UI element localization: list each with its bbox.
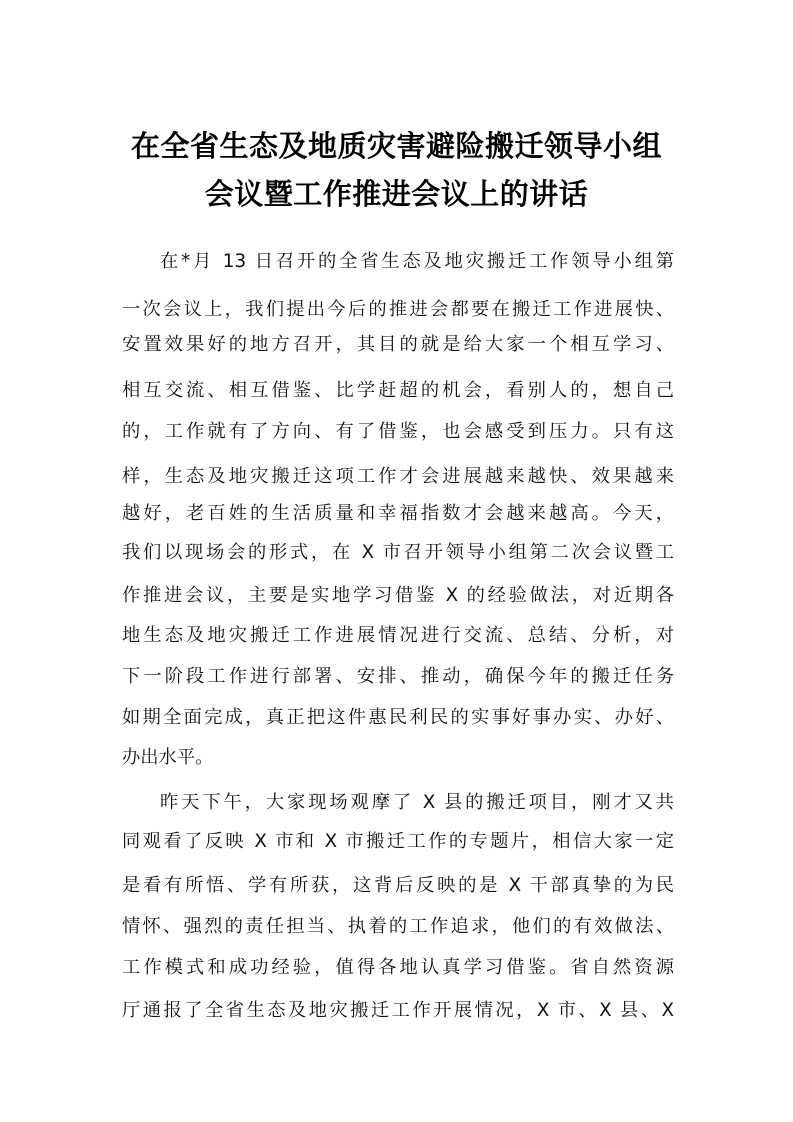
paragraph-1-line-4: 相互交流、相互借鉴、比学赶超的机会，看别人的，想自己 xyxy=(122,380,674,401)
paragraph-1-line-1: 在*月 13 日召开的全省生态及地灾搬迁工作领导小组第 xyxy=(160,251,674,272)
paragraph-1-line-13: 办出水平。 xyxy=(122,747,214,768)
document-title-line-1: 在全省生态及地质灾害避险搬迁领导小组 xyxy=(130,129,662,163)
paragraph-2-line-6: 厅通报了全省生态及地灾搬迁工作开展情况，X 市、X 县、X xyxy=(122,1000,674,1021)
paragraph-1-line-6: 样，生态及地灾搬迁这项工作才会进展越来越快、效果越来 xyxy=(122,466,674,487)
paragraph-2-line-1: 昨天下午，大家现场观摩了 X 县的搬迁项目，刚才又共 xyxy=(160,792,674,813)
paragraph-1-line-8: 我们以现场会的形式，在 X 市召开领导小组第二次会议暨工 xyxy=(122,542,674,563)
paragraph-1-line-7: 越好，老百姓的生活质量和幸福指数才会越来越高。今天， xyxy=(122,503,674,524)
paragraph-1-line-5: 的，工作就有了方向、有了借鉴，也会感受到压力。只有这 xyxy=(122,421,674,442)
paragraph-1-line-10: 地生态及地灾搬迁工作进展情况进行交流、总结、分析，对 xyxy=(122,625,674,646)
paragraph-1-line-2: 一次会议上，我们提出今后的推进会都要在搬迁工作进展快、 xyxy=(122,299,674,320)
document-title-line-2: 会议暨工作推进会议上的讲话 xyxy=(204,177,589,211)
paragraph-2-line-5: 工作模式和成功经验，值得各地认真学习借鉴。省自然资源 xyxy=(122,957,674,978)
paragraph-2-line-4: 情怀、强烈的责任担当、执着的工作追求，他们的有效做法、 xyxy=(122,916,674,937)
paragraph-1-line-3: 安置效果好的地方召开，其目的就是给大家一个相互学习、 xyxy=(122,334,674,355)
paragraph-1-line-9: 作推进会议，主要是实地学习借鉴 X 的经验做法，对近期各 xyxy=(122,585,674,606)
paragraph-2-line-3: 是看有所悟、学有所获，这背后反映的是 X 干部真挚的为民 xyxy=(122,875,674,896)
paragraph-2-line-2: 同观看了反映 X 市和 X 市搬迁工作的专题片，相信大家一定 xyxy=(122,831,674,852)
paragraph-1-line-11: 下一阶段工作进行部署、安排、推动，确保今年的搬迁任务 xyxy=(122,666,674,687)
paragraph-1-line-12: 如期全面完成，真正把这件惠民利民的实事好事办实、办好、 xyxy=(122,707,674,728)
